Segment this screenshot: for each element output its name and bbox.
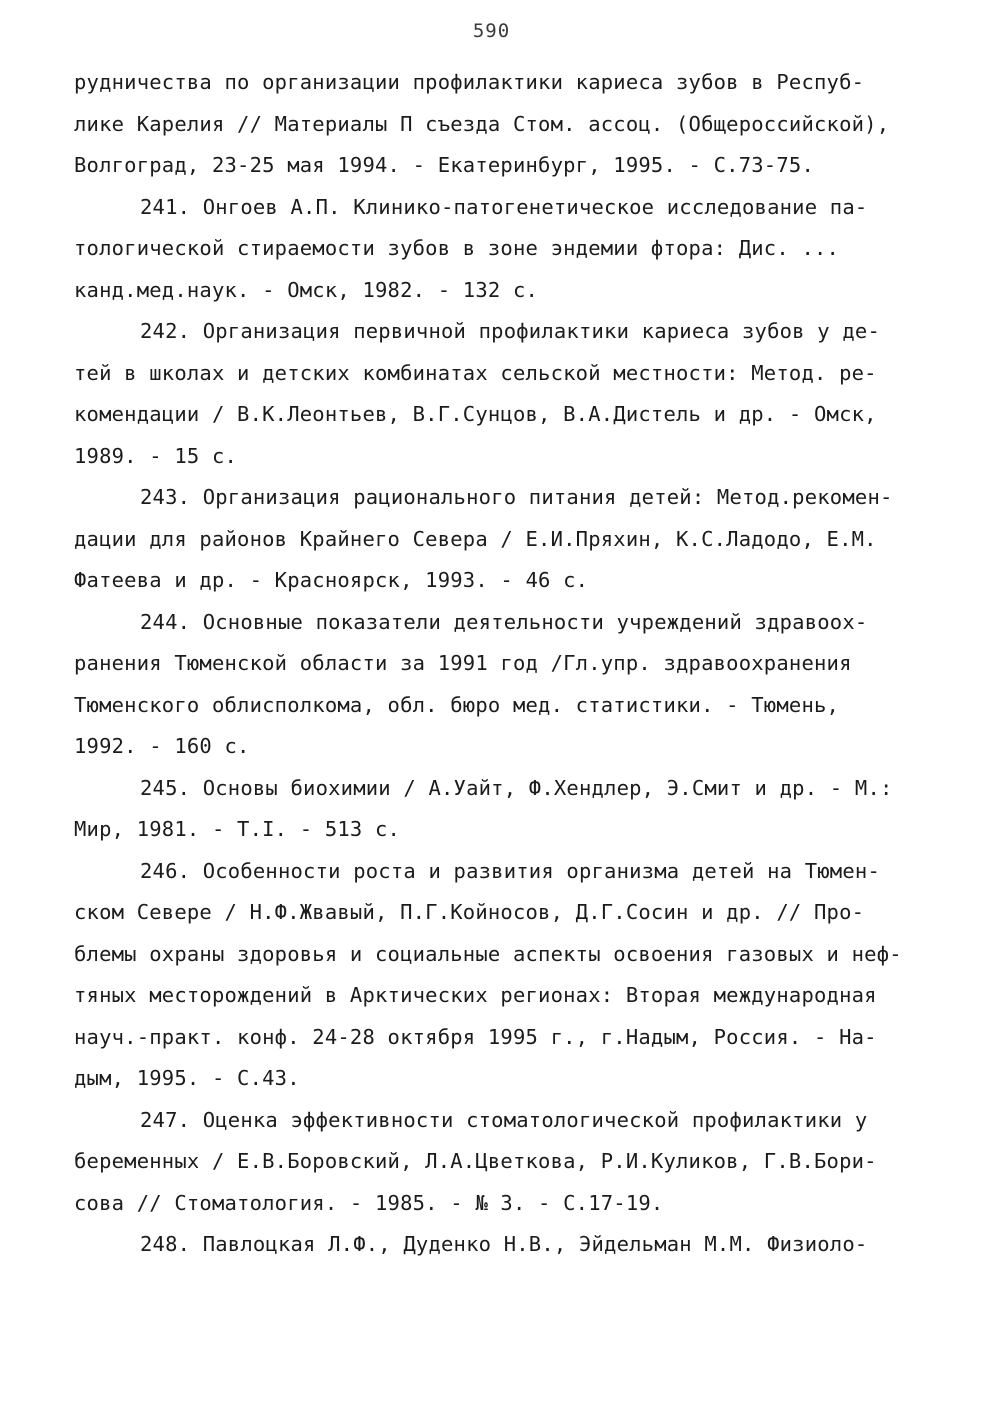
page-number: 590 xyxy=(472,20,511,42)
text-line: Мир, 1981. - Т.I. - 513 с. xyxy=(74,817,401,841)
text-line: беременных / Е.В.Боровский, Л.А.Цветкова, Р.И.Куликов, Г.В.Бори- xyxy=(74,1149,877,1173)
entry-248-first-line: 248. Павлоцкая Л.Ф., Дуденко Н.В., Эйдельман М.М. Физиоло- xyxy=(140,1232,868,1256)
text-line: тей в школах и детских комбинатах сельской местности: Метод. ре- xyxy=(74,360,877,385)
text-line: Волгоград, 23-25 мая 1994. - Екатеринбург, 1995. - С.73-75. xyxy=(74,153,814,177)
entry-246-first-line: 246. Особенности роста и развития организма детей на Тюмен- xyxy=(140,858,880,883)
bibliography-text xyxy=(74,62,920,1266)
text-line: ранения Тюменской области за 1991 год /Гл.упр. здравоохранения xyxy=(74,651,852,675)
text-line: Фатеева и др. - Красноярск, 1993. - 46 с. xyxy=(74,568,589,592)
entry-244-first-line: 244. Основные показатели деятельности учреждений здравоох- xyxy=(140,609,868,634)
text-line: дации для районов Крайнего Севера / Е.И.Пряхин, К.С.Ладодо, Е.М. xyxy=(74,526,877,551)
entry-247-first-line: 247. Оценка эффективности стоматологической профилактики у xyxy=(140,1107,868,1132)
text-line: сова // Стоматология. - 1985. - № 3. - С.17-19. xyxy=(74,1190,664,1215)
entry-245-first-line: 245. Основы биохимии / А.Уайт, Ф.Хендлер, Э.Смит и др. - М.: xyxy=(140,775,893,800)
text-line: рудничества по организации профилактики кариеса зубов в Респуб- xyxy=(74,70,865,94)
text-line: канд.мед.наук. - Омск, 1982. - 132 с. xyxy=(74,277,539,302)
text-line: тологической стираемости зубов в зоне эндемии фтора: Дис. ... xyxy=(74,236,840,260)
text-line: ском Севере / Н.Ф.Жвавый, П.Г.Койносов, Д.Г.Сосин и др. // Про- xyxy=(74,900,865,924)
text-line: блемы охраны здоровья и социальные аспекты освоения газовых и неф- xyxy=(74,941,902,966)
text-line: лике Карелия // Материалы П съезда Стом. ассоц. (Общероссийской), xyxy=(74,111,890,136)
text-line: 1992. - 160 с. xyxy=(74,734,250,758)
text-line: 1989. - 15 с. xyxy=(74,443,238,468)
entry-242-first-line: 242. Организация первичной профилактики кариеса зубов у де- xyxy=(140,319,880,343)
text-line: тяных месторождений в Арктических регионах: Вторая международная xyxy=(74,983,877,1007)
entry-243-first-line: 243. Организация рационального питания детей: Метод.рекомен- xyxy=(140,485,893,509)
text-line: дым, 1995. - С.43. xyxy=(74,1066,300,1090)
entry-241-first-line: 241. Онгоев А.П. Клинико-патогенетическое исследование па- xyxy=(140,194,868,219)
text-line: Тюменского облисполкома, обл. бюро мед. статистики. - Тюмень, xyxy=(74,692,840,717)
text-line: науч.-практ. конф. 24-28 октября 1995 г., г.Надым, Россия. - На- xyxy=(74,1024,877,1049)
text-line: комендации / В.К.Леонтьев, В.Г.Сунцов, В.А.Дистель и др. - Омск, xyxy=(74,402,877,426)
